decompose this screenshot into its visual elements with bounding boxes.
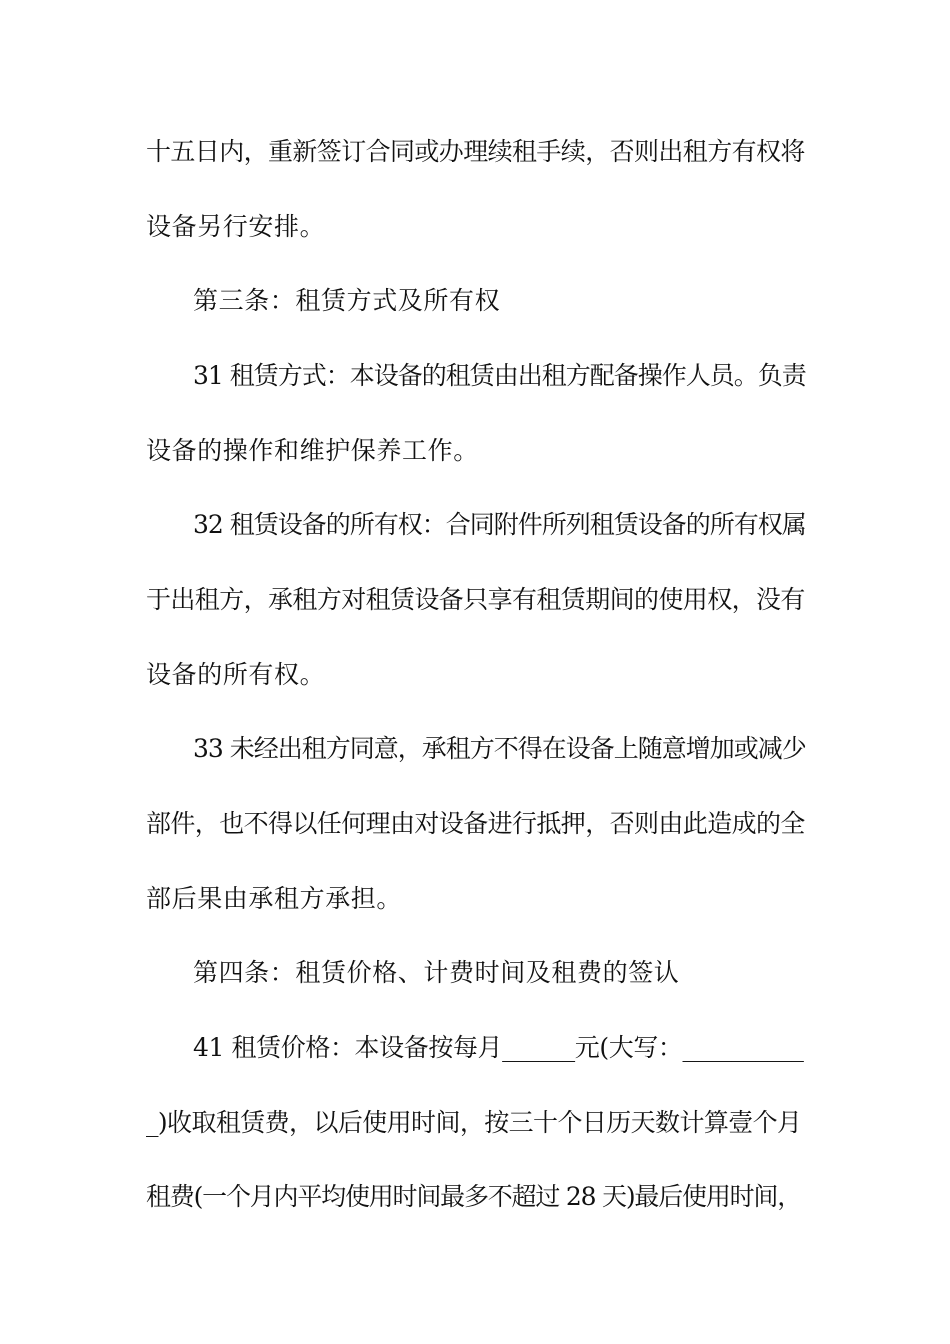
paragraph-line: 31 租赁方式：本设备的租赁由出租方配备操作人员。负责 [193, 361, 806, 390]
paragraph-line: 于出租方，承租方对租赁设备只享有租赁期间的使用权，没有 [146, 585, 805, 614]
paragraph-line: 41 租赁价格：本设备按每月______元(大写：__________ [193, 1033, 804, 1062]
paragraph-line: 33 未经出租方同意，承租方不得在设备上随意增加或减少 [193, 734, 806, 763]
paragraph-line: 32 租赁设备的所有权：合同附件所列租赁设备的所有权属 [193, 510, 806, 539]
paragraph-line: 租费(一个月内平均使用时间最多不超过 28 天)最后使用时间， [146, 1182, 802, 1211]
section-heading: 第四条：租赁价格、计费时间及租费的签认 [193, 958, 680, 987]
paragraph-line: 部后果由承租方承担。 [146, 884, 403, 913]
section-heading: 第三条：租赁方式及所有权 [193, 286, 501, 315]
paragraph-line: 设备另行安排。 [146, 212, 326, 241]
paragraph-line: 部件，也不得以任何理由对设备进行抵押，否则由此造成的全 [146, 809, 805, 838]
paragraph-line: 十五日内，重新签订合同或办理续租手续，否则出租方有权将 [146, 137, 805, 166]
paragraph-line: 设备的所有权。 [146, 660, 326, 689]
paragraph-line: _)收取租赁费，以后使用时间，按三十个日历天数计算壹个月 [146, 1108, 802, 1137]
paragraph-line: 设备的操作和维护保养工作。 [146, 436, 479, 465]
